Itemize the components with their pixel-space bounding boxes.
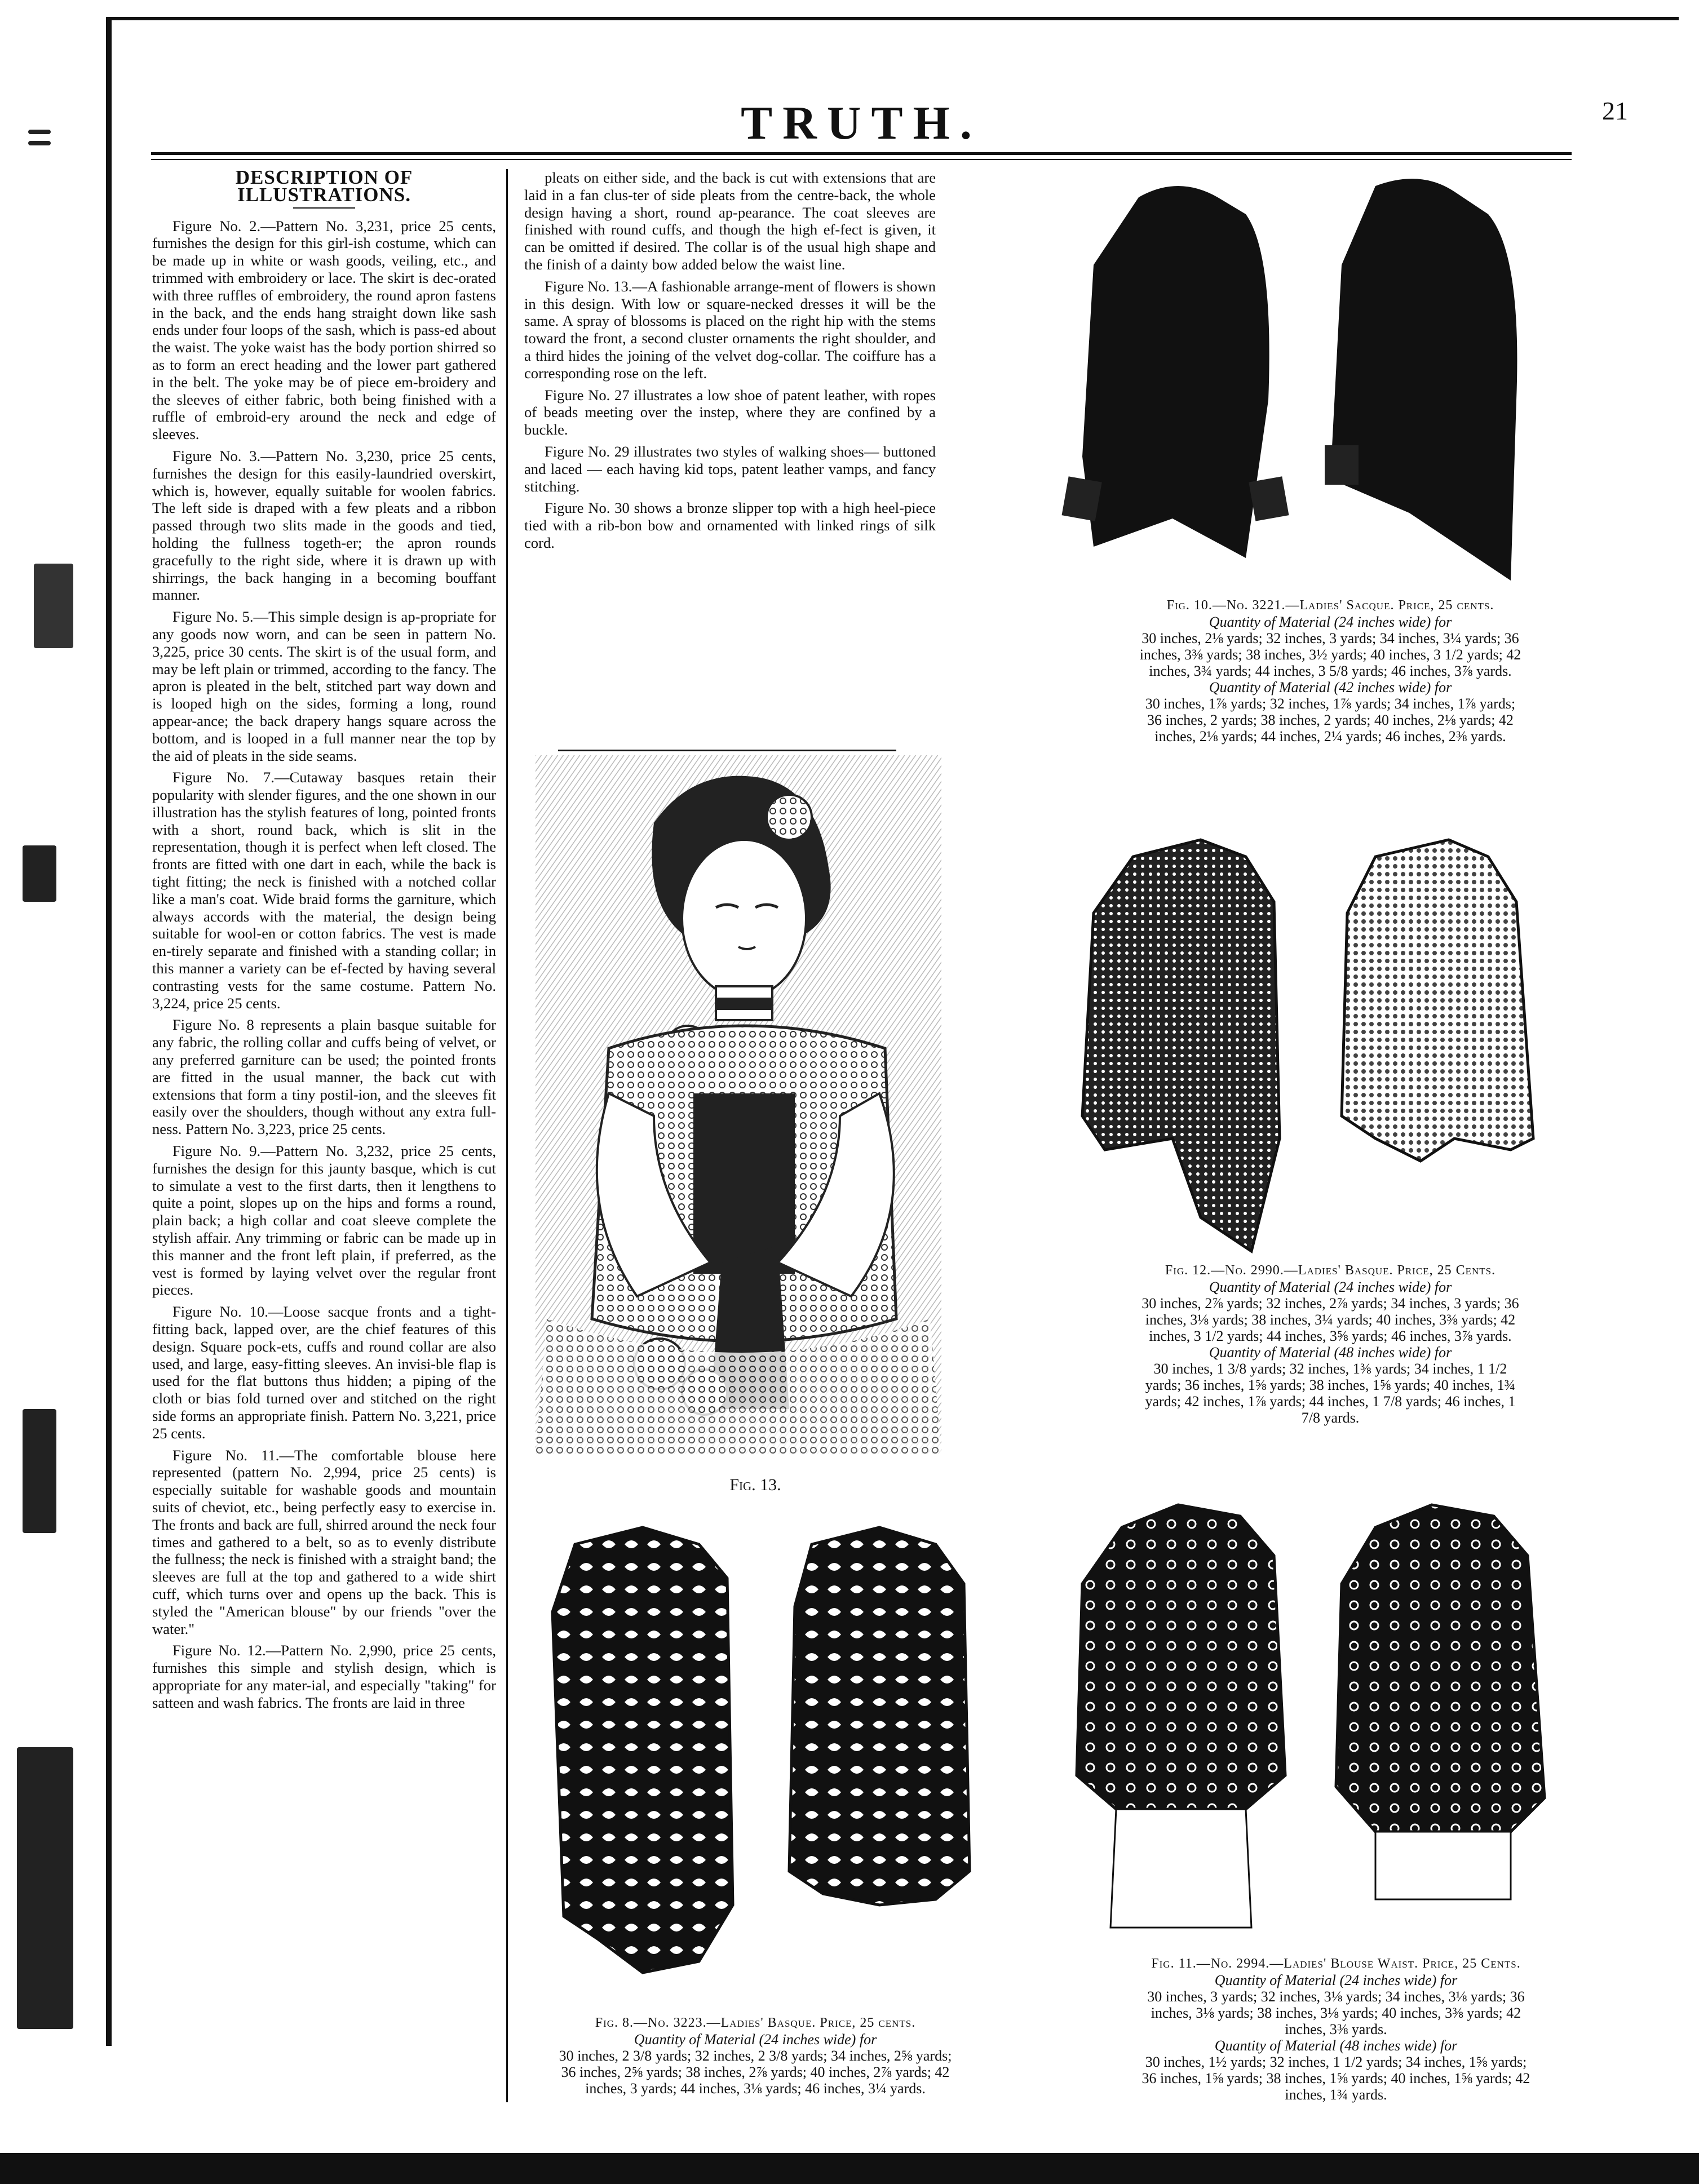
scan-artifact	[28, 141, 51, 145]
figure-12-quantity-text-1: 30 inches, 2⅞ yards; 32 inches, 2⅞ yards; 34 inches, 3 yards; 36 inches, 3⅛ yards; 38 inches, 3¼ yards; 40 inches, 3⅜ yards; 42 inches, 3 1/2 yards; 44 inches, 3⅝ yards; 46 inches, 3⅞ yards.	[1141, 1295, 1519, 1344]
figure-11-quantity-title-1: Quantity of Material (24 inches wide) for	[1214, 1972, 1458, 1988]
figure-13-engraving	[524, 755, 953, 1465]
paragraph-figure-11: Figure No. 11.—The comfortable blouse here represented (pattern No. 2,994, price 25 cents) is especially suitable for washable goods and mountain suits of cheviot, etc., being perfectly easy to exercise in. The fronts and back are full, shirred around the neck four times and gathered to a belt, so as to evenly distribute the fullness; the neck is finished with a straight band; the sleeves are full at the top and gathered to a wide shirt cuff, which turns over and opens up the back. This is styled the "American blouse" by our friends "over the water."	[152, 1446, 496, 1637]
figure-12-caption-block	[1139, 1262, 1522, 1426]
paragraph-figure-3: Figure No. 3.—Pattern No. 3,230, price 25 cents, furnishes the design for this easily-laundried overskirt, which is, however, equally suitable for woolen fabrics. The left side is draped with a few pleats and a ribbon passed through two slits made in the goods and tied, holding the fullness togeth-er; the apron rounds gracefully to the right side, where it is drawn up with shirrings, the back hanging in a becoming bouffant manner.	[152, 447, 496, 604]
figure-12-caption: Fig. 12.—No. 2990.—Ladies' Basque. Price, 25 Cents.	[1165, 1263, 1496, 1278]
figure-11-quantity-title-2: Quantity of Material (48 inches wide) for	[1214, 2037, 1458, 2054]
paragraph-figure-27: Figure No. 27 illustrates a low shoe of patent leather, with ropes of beads meeting over the instep, where they are confined by a buckle.	[524, 386, 936, 438]
figure-11-blouse-illustration	[1060, 1494, 1578, 1950]
scan-artifact	[23, 845, 56, 902]
description-column-2	[524, 169, 936, 750]
figure-8-caption-block	[558, 2015, 953, 2097]
page-number: 21	[1602, 96, 1628, 125]
figure-12-basque-illustration	[1060, 823, 1567, 1262]
masthead-rule-thin	[151, 159, 1572, 160]
column-end-rule	[558, 750, 896, 751]
scan-artifact	[28, 130, 51, 134]
paragraph-figure-5: Figure No. 5.—This simple design is ap-propriate for any goods now worn, and can be seen in pattern No. 3,225, price 30 cents. The skirt is of the usual form, and may be left plain or trimmed, according to the fancy. The apron is pleated in the belt, stitched part way down and is looped high on the sides, forming a long, round appear-ance; the back drapery hangs square across the bottom, and is looped in a full manner near the top by the aid of pleats in the side seams.	[152, 608, 496, 764]
figure-10-sacque-illustration	[1060, 163, 1567, 597]
figure-10-caption: Fig. 10.—No. 3221.—Ladies' Sacque. Price, 25 cents.	[1166, 598, 1494, 613]
paragraph-figure-8: Figure No. 8 represents a plain basque suitable for any fabric, the rolling collar and cuffs being of velvet, or any preferred garniture can be used; the pointed fronts are fitted in the usual manner, the back cut with extensions that form a tiny postil-ion, and the sleeves fit easily over the shoulders, though without any extra full-ness. Pattern No. 3,223, price 25 cents.	[152, 1016, 496, 1138]
scan-bottom-band	[0, 2153, 1699, 2184]
masthead-rule	[151, 152, 1572, 155]
paragraph-figure-10: Figure No. 10.—Loose sacque fronts and a tight-fitting back, lapped over, are the chief features of this design. Square pock-ets, cuffs and round collar are also used, and large, easy-fitting sleeves. An invisi-ble flap is used for the flat buttons thus hidden; a piping of the cloth or bias fold turned over and stitched on the right side forms an appropriate finish. Pattern No. 3,221, price 25 cents.	[152, 1303, 496, 1442]
figure-12-quantity-title-1: Quantity of Material (24 inches wide) for	[1209, 1279, 1452, 1295]
figure-10-quantity-title-2: Quantity of Material (42 inches wide) for	[1209, 679, 1452, 695]
figure-10-quantity-title-1: Quantity of Material (24 inches wide) for	[1209, 614, 1452, 630]
scan-artifact	[34, 564, 73, 648]
figure-8-basque-illustration	[530, 1510, 992, 2006]
paragraph-figure-29: Figure No. 29 illustrates two styles of walking shoes— buttoned and laced — each having kid tops, patent leather vamps, and fancy stitching.	[524, 442, 936, 495]
figure-10-quantity-text-2: 30 inches, 1⅞ yards; 32 inches, 1⅞ yards; 34 inches, 1⅞ yards; 36 inches, 2 yards; 38 inches, 2 yards; 40 inches, 2⅛ yards; 42 inches, 2⅛ yards; 44 inches, 2¼ yards; 46 inches, 2⅜ yards.	[1145, 695, 1516, 745]
figure-8-quantity-text-1: 30 inches, 2 3/8 yards; 32 inches, 2 3/8 yards; 34 inches, 2⅝ yards; 36 inches, 2⅝ yards; 38 inches, 2⅞ yards; 40 inches, 2⅞ yards; 42 inches, 3 yards; 44 inches, 3⅛ yards; 46 inches, 3¼ yards.	[559, 2048, 952, 2097]
figure-11-quantity-text-1: 30 inches, 3 yards; 32 inches, 3⅛ yards; 34 inches, 3⅛ yards; 36 inches, 3⅛ yards; 38 inches, 3⅛ yards; 40 inches, 3⅜ yards; 42 inches, 3⅜ yards.	[1147, 1988, 1525, 2037]
heading-rule	[293, 207, 355, 209]
figure-8-quantity-title-1: Quantity of Material (24 inches wide) for	[634, 2031, 877, 2048]
figure-12-quantity-title-2: Quantity of Material (48 inches wide) for	[1209, 1344, 1452, 1361]
figure-11-caption: Fig. 11.—No. 2994.—Ladies' Blouse Waist. Price, 25 Cents.	[1151, 1956, 1521, 1971]
paragraph-figure-9: Figure No. 9.—Pattern No. 3,232, price 25 cents, furnishes the design for this jaunty basque, which is cut to simulate a vest to the first darts, then it lengthens to quite a point, slopes up on the hips and forms a round, plain back; a high collar and coat sleeve complete the stylish affair. Any trimming or fabric can be made up in this manner and the front left plain, if preferred, as the vest is formed by laying velvet over the regular front pieces.	[152, 1142, 496, 1299]
newspaper-title: TRUTH.	[741, 97, 982, 149]
figure-11-caption-block	[1139, 1956, 1533, 2103]
masthead	[151, 96, 1628, 169]
figure-8-caption: Fig. 8.—No. 3223.—Ladies' Basque. Price, 25 cents.	[595, 2015, 916, 2030]
paragraph-figure-2: Figure No. 2.—Pattern No. 3,231, price 25 cents, furnishes the design for this girl-ish costume, which can be made up in white or wash goods, veiling, etc., and trimmed with embroidery or lace. The skirt is dec-orated with three ruffles of embroidery, the round apron fastens in the back, and the ends hang straight down like sash ends under four loops of the sash, which is pass-ed about the waist. The yoke waist has the body portion shirred so as to form an erect heading and the lower part gathered in the belt. The yoke may be of piece em-broidery and the sleeves of either fabric, both being finished with a ruffle of embroid-ery around the neck and edge of sleeves.	[152, 217, 496, 443]
page-left-rule	[106, 17, 112, 2046]
section-heading: DESCRIPTION OF ILLUSTRATIONS.	[235, 166, 413, 206]
paragraph-figure-7: Figure No. 7.—Cutaway basques retain their popularity with slender figures, and the one shown in our illustration has the stylish features of long, pointed fronts with a short, round back, which is slit in the representation, though it is perfect when left closed. The fronts are fitted with one dart in each, while the back is tight fitting; the neck is finished with a notched collar like a man's coat. Wide braid forms the garniture, which always accords with the material, the design being suitable for wool-en or cotton fabrics. The vest is made en-tirely separate and finished with a standing collar; in this manner a variety can be ef-fected by having several contrasting vests for the same costume. Pattern No. 3,224, price 25 cents.	[152, 769, 496, 1012]
figure-10-caption-block	[1139, 597, 1522, 745]
scan-artifact	[17, 1747, 73, 2029]
scan-artifact	[23, 1409, 56, 1533]
page-top-rule	[106, 17, 1679, 20]
figure-11-quantity-text-2: 30 inches, 1½ yards; 32 inches, 1 1/2 yards; 34 inches, 1⅝ yards; 36 inches, 1⅝ yards; 38 inches, 1⅝ yards; 40 inches, 1⅝ yards; 42 inches, 1¾ yards.	[1141, 2054, 1530, 2103]
paragraph-figure-12: Figure No. 12.—Pattern No. 2,990, price 25 cents, furnishes this simple and stylish design, which is appropriate for any mater-ial, and especially "taking" for satteen and wash fabrics. The fronts are laid in three	[152, 1642, 496, 1711]
paragraph-figure-12-cont: pleats on either side, and the back is cut with extensions that are laid in a fan clus-ter of side pleats from the centre-back, the whole design having a short, round ap-pearance. The coat sleeves are finished with round cuffs, and though the high ef-fect is given, it can be omitted if desired. The collar is of the usual high shape and the finish of a dainty bow added below the waist line.	[524, 169, 936, 273]
paragraph-figure-13: Figure No. 13.—A fashionable arrange-ment of flowers is shown in this design. With low or square-necked dresses it will be the same. A spray of blossoms is placed on the right hip with the stems toward the front, a second cluster ornaments the right shoulder, and a third hides the joining of the velvet dog-collar. The coiffure has a corresponding rose on the left.	[524, 277, 936, 382]
figure-10-quantity-text-1: 30 inches, 2⅛ yards; 32 inches, 3 yards; 34 inches, 3¼ yards; 36 inches, 3⅜ yards; 38 inches, 3½ yards; 40 inches, 3 1/2 yards; 42 inches, 3¾ yards; 44 inches, 3 5/8 yards; 46 inches, 3⅞ yards.	[1139, 630, 1521, 679]
figure-12-quantity-text-2: 30 inches, 1 3/8 yards; 32 inches, 1⅜ yards; 34 inches, 1 1/2 yards; 36 inches, 1⅝ yards; 38 inches, 1⅝ yards; 40 inches, 1¾ yards; 42 inches, 1⅞ yards; 44 inches, 1 7/8 yards; 46 inches, 1 7/8 yards.	[1145, 1361, 1516, 1426]
figure-13-label: Fig. 13.	[729, 1476, 781, 1494]
column-divider	[506, 169, 508, 2102]
paragraph-figure-30: Figure No. 30 shows a bronze slipper top with a high heel-piece tied with a rib-bon bow and ornamented with linked rings of silk cord.	[524, 499, 936, 551]
description-column-1	[152, 166, 496, 2102]
